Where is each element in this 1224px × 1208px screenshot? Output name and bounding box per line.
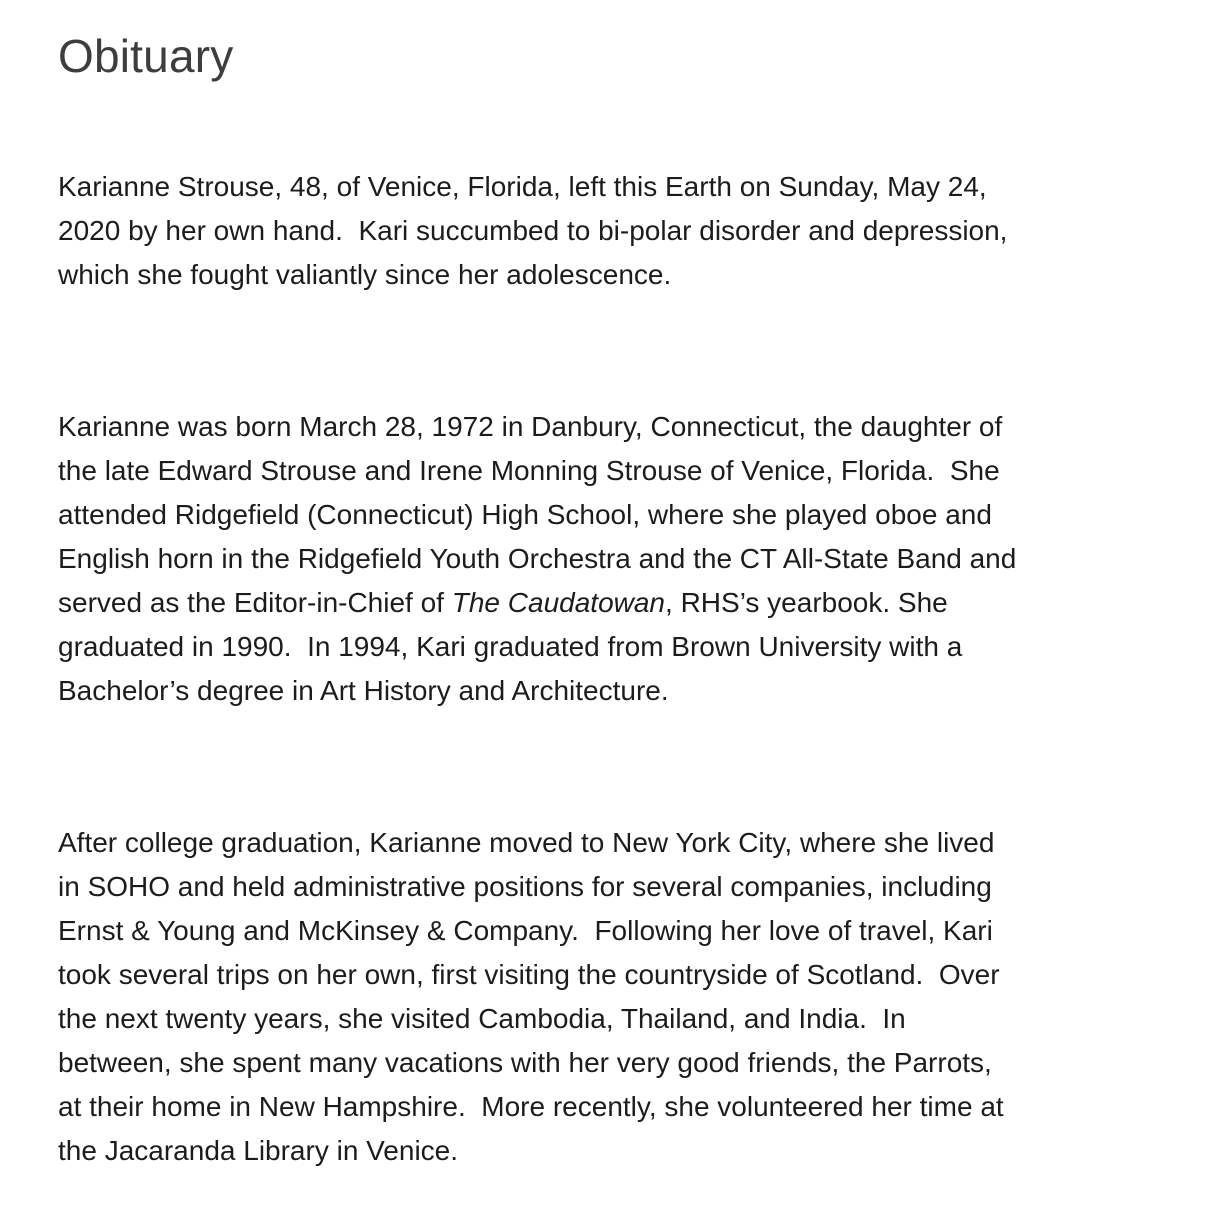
paragraph-line: between, she spent many vacations with her very good friends, the Parrots,: [58, 1047, 992, 1078]
paragraph-line: After college graduation, Karianne moved to New York City, where she lived: [58, 827, 995, 858]
paragraph-line: attended Ridgefield (Connecticut) High School, where she played oboe and: [58, 499, 992, 530]
paragraph-line: which she fought valiantly since her adolescence.: [58, 259, 672, 290]
paragraph-line: English horn in the Ridgefield Youth Orchestra and the CT All-State Band and: [58, 543, 1017, 574]
yearbook-title: The Caudatowan: [451, 587, 666, 618]
paragraph-line: the Jacaranda Library in Venice.: [58, 1135, 459, 1166]
paragraph-line: [58, 581, 1143, 625]
paragraph-line: Karianne Strouse, 48, of Venice, Florida, left this Earth on Sunday, May 24,: [58, 171, 987, 202]
line-text-after: , RHS’s yearbook. She: [665, 587, 948, 618]
paragraph-career-travel: [58, 821, 1143, 1173]
paragraph-line: in SOHO and held administrative positions for several companies, including: [58, 871, 992, 902]
paragraph-line: Karianne was born March 28, 1972 in Danbury, Connecticut, the daughter of: [58, 411, 1003, 442]
paragraph-line: Ernst & Young and McKinsey & Company. Following her love of travel, Kari: [58, 915, 993, 946]
paragraph-line: graduated in 1990. In 1994, Kari graduated from Brown University with a: [58, 631, 963, 662]
paragraph-line: the next twenty years, she visited Cambodia, Thailand, and India. In: [58, 1003, 906, 1034]
paragraph-death-notice: [58, 165, 1143, 297]
line-text-before: served as the Editor-in-Chief of: [58, 587, 452, 618]
paragraph-line: at their home in New Hampshire. More recently, she volunteered her time at: [58, 1091, 1004, 1122]
paragraph-early-life: [58, 405, 1143, 713]
paragraph-line: 2020 by her own hand. Kari succumbed to bi-polar disorder and depression,: [58, 215, 1008, 246]
paragraph-line: took several trips on her own, first visiting the countryside of Scotland. Over: [58, 959, 1000, 990]
paragraph-line: Bachelor’s degree in Art History and Architecture.: [58, 675, 669, 706]
page-title: Obituary: [58, 30, 234, 82]
paragraph-line: the late Edward Strouse and Irene Monning Strouse of Venice, Florida. She: [58, 455, 1000, 486]
